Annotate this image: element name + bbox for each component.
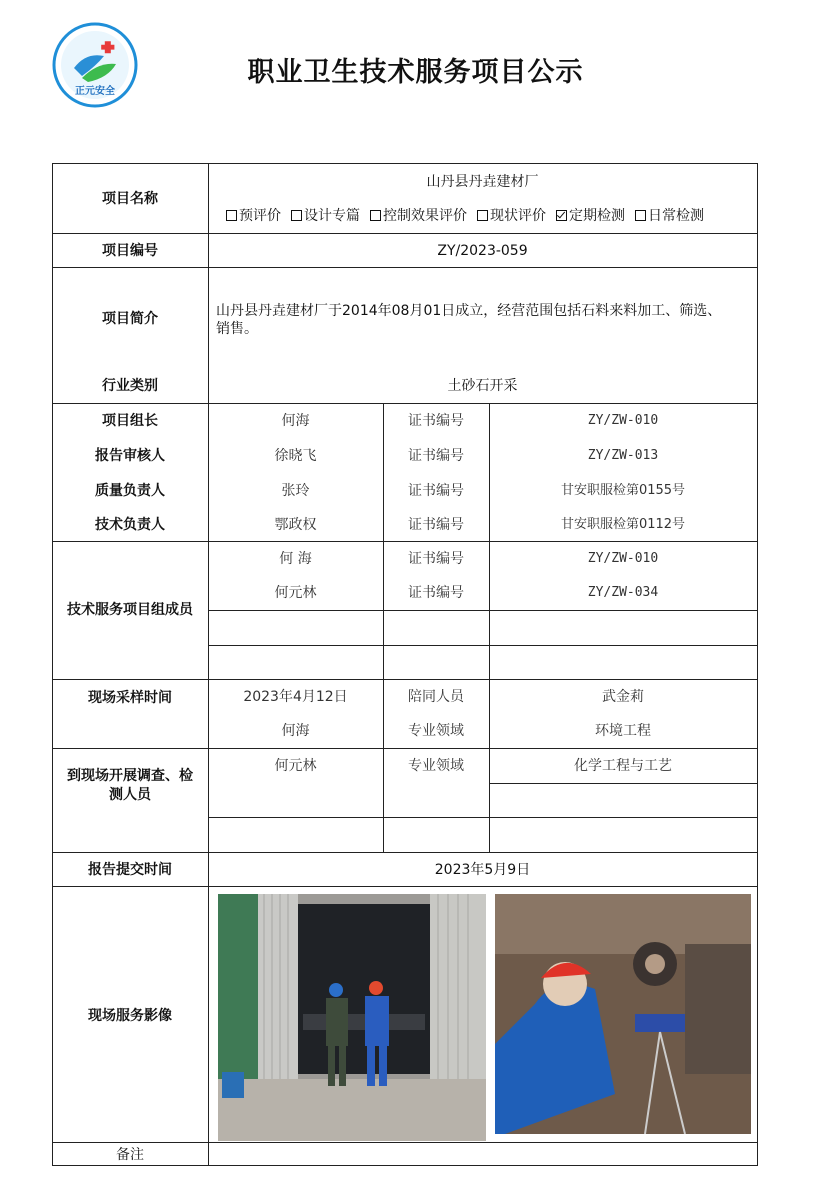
industry-value: 土砂石开采 bbox=[447, 378, 518, 394]
field-member-name: 何元林 bbox=[274, 758, 317, 774]
project-name-label: 项目名称 bbox=[102, 191, 158, 207]
staff-role: 报告审核人 bbox=[95, 448, 165, 464]
report-date-label: 报告提交时间 bbox=[88, 862, 172, 878]
staff-cert-label: 证书编号 bbox=[408, 517, 464, 533]
option-periodic[interactable]: 定期检测 bbox=[556, 207, 625, 225]
remarks-label: 备注 bbox=[116, 1147, 144, 1163]
team-cert-label: 证书编号 bbox=[408, 585, 464, 601]
field-staff-label-line2: 测人员 bbox=[109, 787, 151, 803]
checked-checkbox-icon bbox=[556, 210, 567, 221]
summary-line-1: 山丹县丹垚建材厂于2014年08月01日成立，经营范围包括石料来料加工、筛选、 bbox=[216, 303, 722, 319]
companion-name: 武金莉 bbox=[602, 689, 644, 705]
companion-label: 陪同人员 bbox=[408, 689, 464, 705]
team-cert-label: 证书编号 bbox=[408, 551, 464, 567]
option-daily[interactable]: 日常检测 bbox=[635, 207, 704, 225]
staff-cert-label: 证书编号 bbox=[408, 483, 464, 499]
project-name-value: 山丹县丹垚建材厂 bbox=[426, 174, 539, 190]
staff-cert: 甘安职服检第0155号 bbox=[560, 483, 686, 498]
team-member-name: 何 海 bbox=[279, 551, 312, 567]
staff-cert: ZY/ZW-013 bbox=[587, 448, 659, 463]
team-cert: ZY/ZW-034 bbox=[587, 585, 659, 600]
staff-name: 鄂政权 bbox=[274, 517, 317, 533]
site-photo-warehouse bbox=[218, 894, 486, 1141]
staff-cert-label: 证书编号 bbox=[408, 413, 464, 429]
field-label: 专业领域 bbox=[408, 723, 464, 739]
industry-label: 行业类别 bbox=[102, 378, 158, 394]
logo-text: 正元安全 bbox=[75, 86, 115, 97]
team-member-name: 何元林 bbox=[274, 585, 317, 601]
staff-name: 徐晓飞 bbox=[274, 448, 317, 464]
summary-label: 项目简介 bbox=[102, 311, 158, 327]
sampling-date: 2023年4月12日 bbox=[243, 689, 348, 705]
field-value: 环境工程 bbox=[595, 723, 651, 739]
staff-role: 质量负责人 bbox=[95, 483, 165, 499]
page-title: 职业卫生技术服务项目公示 bbox=[247, 57, 584, 88]
option-pre-evaluation[interactable]: 预评价 bbox=[226, 207, 281, 225]
checkbox-icon bbox=[635, 210, 646, 221]
site-photo-inspection bbox=[495, 894, 751, 1134]
staff-cert: 甘安职服检第0112号 bbox=[560, 517, 686, 532]
option-design[interactable]: 设计专篇 bbox=[291, 207, 360, 225]
field-value: 化学工程与工艺 bbox=[574, 758, 672, 774]
option-control-effect[interactable]: 控制效果评价 bbox=[370, 207, 467, 225]
photos-label: 现场服务影像 bbox=[88, 1008, 172, 1024]
field-staff-label-line1: 到现场开展调查、检 bbox=[67, 768, 193, 784]
project-no-value: ZY/2023-059 bbox=[437, 243, 528, 259]
report-date-value: 2023年5月9日 bbox=[434, 862, 531, 878]
checkbox-icon bbox=[226, 210, 237, 221]
staff-cert: ZY/ZW-010 bbox=[587, 413, 659, 428]
staff-role: 技术负责人 bbox=[95, 517, 165, 533]
service-type-options bbox=[226, 207, 704, 225]
option-status[interactable]: 现状评价 bbox=[477, 207, 546, 225]
staff-cert-label: 证书编号 bbox=[408, 448, 464, 464]
sampling-label: 现场采样时间 bbox=[88, 690, 172, 706]
summary-line-2: 销售。 bbox=[216, 321, 258, 337]
field-label: 专业领域 bbox=[408, 758, 464, 774]
checkbox-icon bbox=[291, 210, 302, 221]
staff-name: 何海 bbox=[281, 413, 310, 429]
checkbox-icon bbox=[370, 210, 381, 221]
team-label: 技术服务项目组成员 bbox=[67, 602, 193, 618]
project-no-label: 项目编号 bbox=[102, 243, 158, 259]
staff-role: 项目组长 bbox=[102, 413, 158, 429]
team-cert: ZY/ZW-010 bbox=[587, 551, 659, 566]
staff-name: 张玲 bbox=[281, 483, 310, 499]
checkbox-icon bbox=[477, 210, 488, 221]
field-member-name: 何海 bbox=[281, 723, 310, 739]
